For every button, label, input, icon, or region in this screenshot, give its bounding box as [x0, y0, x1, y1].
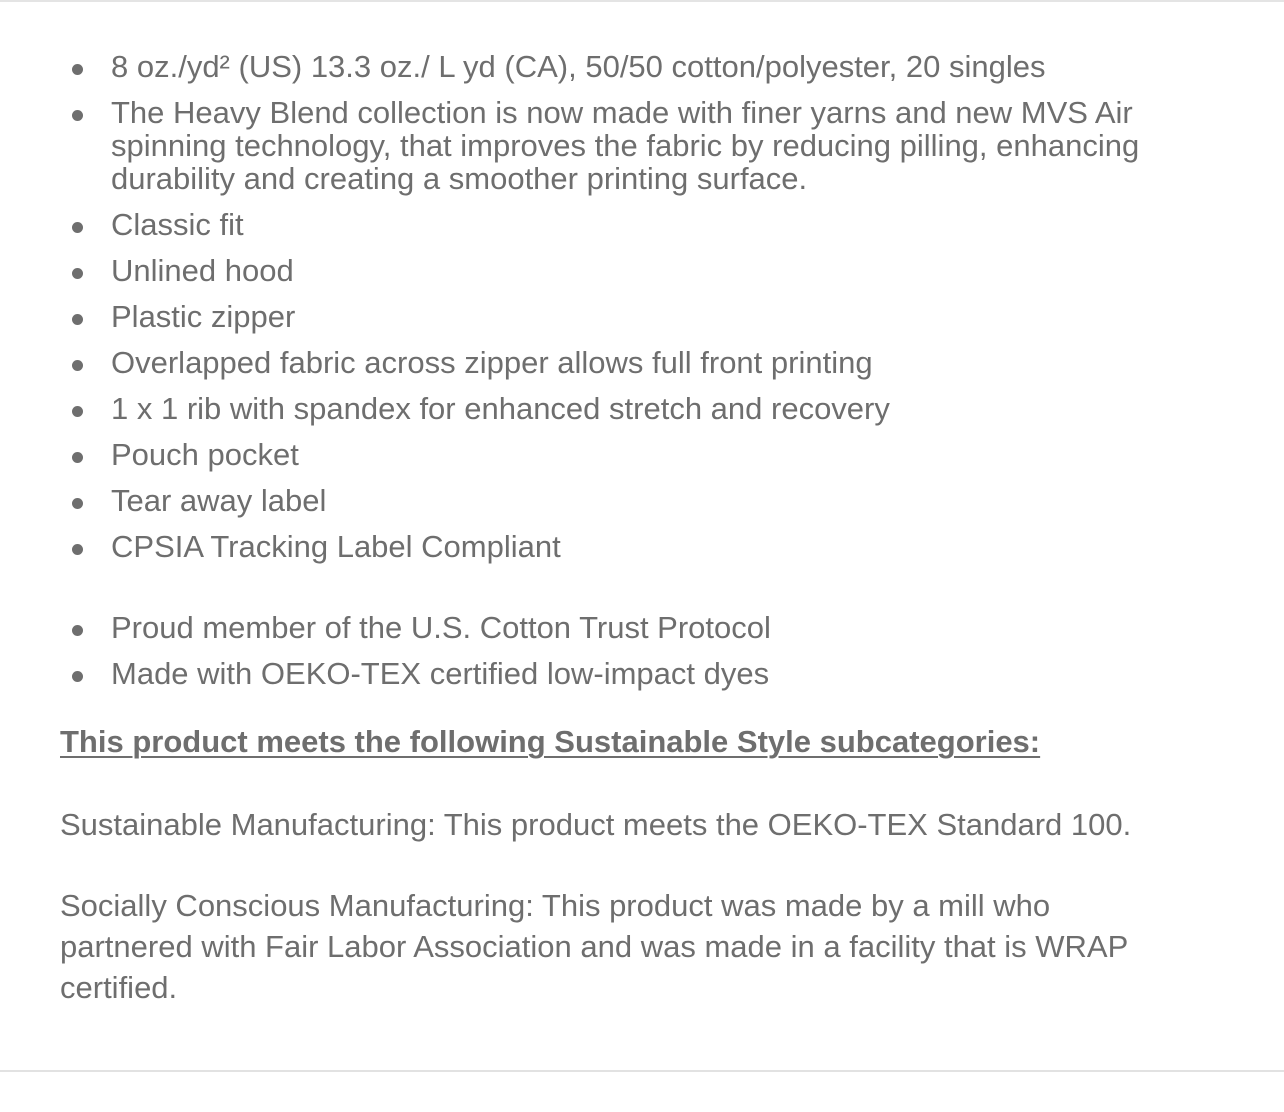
- bullet-icon: [72, 64, 83, 75]
- list-item: [60, 50, 1180, 83]
- bullet-icon: [72, 110, 83, 121]
- feature-text: Pouch pocket: [111, 437, 299, 472]
- feature-text: Proud member of the U.S. Cotton Trust Protocol: [111, 610, 771, 645]
- bullet-icon: [72, 498, 83, 509]
- top-divider: [0, 0, 1284, 2]
- feature-text: Classic fit: [111, 207, 244, 242]
- feature-text: Unlined hood: [111, 253, 294, 288]
- list-item: [60, 438, 1180, 471]
- list-item: [60, 300, 1180, 333]
- list-item: [60, 530, 1180, 563]
- bullet-icon: [72, 406, 83, 417]
- product-description: [60, 50, 1180, 1008]
- list-item: [60, 657, 1180, 690]
- sustainable-style-heading: This product meets the following Sustainable Style subcategories:: [60, 724, 1041, 759]
- bullet-icon: [72, 671, 83, 682]
- bullet-icon: [72, 625, 83, 636]
- sustainable-manufacturing-text: Sustainable Manufacturing: This product meets the OEKO-TEX Standard 100.: [60, 807, 1132, 842]
- feature-text: Tear away label: [111, 483, 327, 518]
- feature-text: Plastic zipper: [111, 299, 296, 334]
- bullet-icon: [72, 222, 83, 233]
- feature-text: CPSIA Tracking Label Compliant: [111, 529, 561, 564]
- socially-conscious-text: Socially Conscious Manufacturing: This product was made by a mill who partnered with Fair Labor Association and was made in a facility that is WRAP certified.: [60, 888, 1128, 1005]
- bottom-divider: [0, 1070, 1284, 1072]
- feature-text: The Heavy Blend collection is now made with finer yarns and new MVS Air spinning technology, that improves the fabric by reducing pilling, enhancing durability and creating a smoother printing surface.: [111, 95, 1140, 196]
- list-item: [60, 208, 1180, 241]
- list-item: [60, 611, 1180, 644]
- bullet-icon: [72, 544, 83, 555]
- bullet-icon: [72, 268, 83, 279]
- bullet-icon: [72, 360, 83, 371]
- list-item: [60, 254, 1180, 287]
- feature-text: 8 oz./yd² (US) 13.3 oz./ L yd (CA), 50/50 cotton/polyester, 20 singles: [111, 49, 1046, 84]
- list-item: [60, 392, 1180, 425]
- bullet-icon: [72, 314, 83, 325]
- bullet-icon: [72, 452, 83, 463]
- feature-list: [60, 50, 1180, 563]
- list-item: [60, 96, 1180, 195]
- list-item: [60, 484, 1180, 517]
- list-item: [60, 346, 1180, 379]
- feature-text: Overlapped fabric across zipper allows full front printing: [111, 345, 873, 380]
- sustainability-list: [60, 611, 1180, 690]
- feature-text: 1 x 1 rib with spandex for enhanced stretch and recovery: [111, 391, 890, 426]
- feature-text: Made with OEKO-TEX certified low-impact dyes: [111, 656, 770, 691]
